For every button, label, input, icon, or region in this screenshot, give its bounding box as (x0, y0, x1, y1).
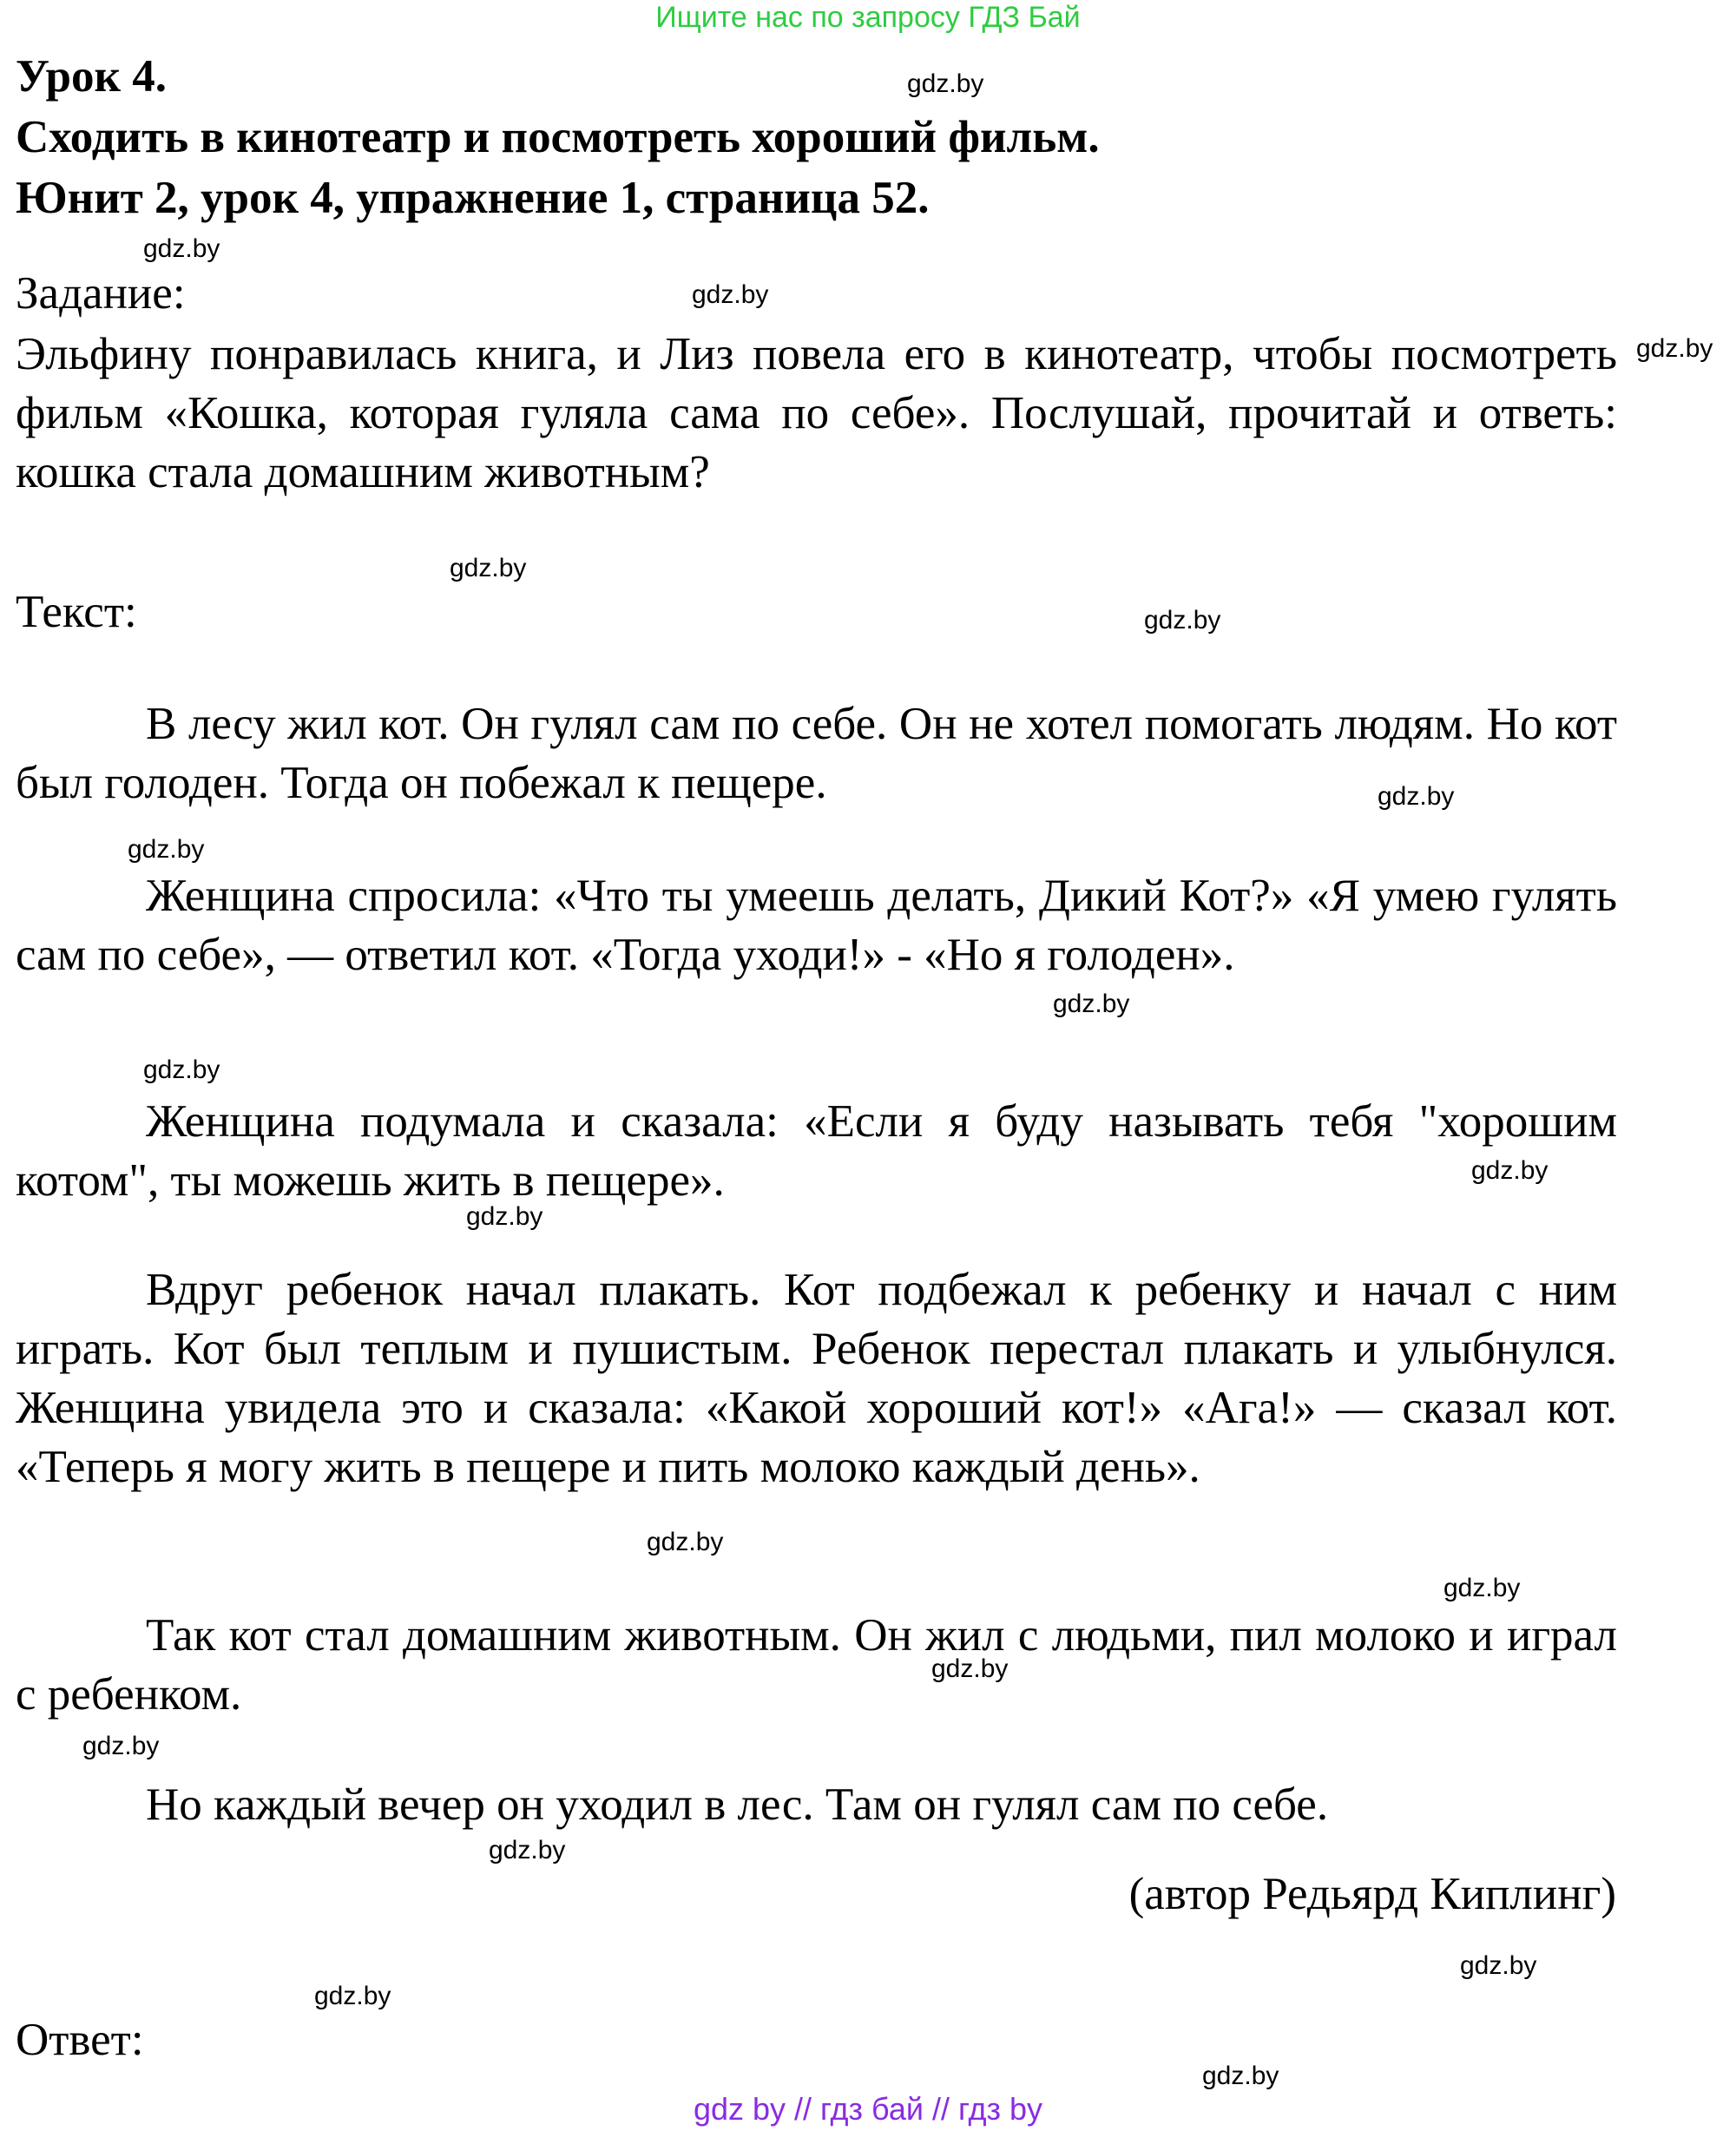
story-paragraph-2: Женщина спросила: «Что ты умеешь делать, Дикий Кот?» «Я умею гулять сам по себе», — ответил кот. «Тогда уходи!» - «Но я голоден». (16, 871, 1617, 980)
watermark: gdz.by (1460, 1951, 1537, 1980)
task-label: Задание: (16, 268, 186, 319)
site-footer: gdz by // гдз бай // гдз by (693, 2091, 1043, 2127)
watermark: gdz.by (143, 1056, 220, 1084)
watermark: gdz.by (489, 1836, 566, 1865)
watermark: gdz.by (450, 554, 527, 582)
story-paragraph-5: Так кот стал домашним животным. Он жил с людьми, пил молоко и играл с ребенком. (16, 1610, 1617, 1720)
watermark: gdz.by (314, 1982, 391, 2010)
watermark: gdz.by (1144, 606, 1221, 635)
story-paragraph-3: Женщина подумала и сказала: «Если я буду называть тебя "хорошим котом", ты можешь жить в пещере». (16, 1096, 1617, 1206)
watermark: gdz.by (1202, 2062, 1279, 2090)
story-paragraph-1: В лесу жил кот. Он гулял сам по себе. Он не хотел помогать людям. Но кот был голоден. Тогда он побежал к пещере. (16, 699, 1617, 808)
exercise-heading: Юнит 2, урок 4, упражнение 1, страница 52. (16, 173, 930, 223)
watermark: gdz.by (907, 69, 984, 98)
author-attribution: (автор Редьярд Киплинг) (1128, 1869, 1616, 1919)
watermark: gdz.by (1053, 990, 1130, 1018)
watermark: gdz.by (647, 1528, 724, 1556)
watermark: gdz.by (82, 1732, 160, 1760)
lesson-topic: Сходить в кинотеатр и посмотреть хороший фильм. (16, 112, 1100, 162)
watermark: gdz.by (1471, 1156, 1549, 1185)
story-paragraph-6: Но каждый вечер он уходил в лес. Там он гулял сам по себе. (146, 1779, 1329, 1830)
site-banner: Ищите нас по запросу ГДЗ Бай (655, 1, 1081, 34)
watermark: gdz.by (466, 1202, 543, 1231)
watermark: gdz.by (143, 234, 220, 263)
text-label: Текст: (16, 587, 137, 637)
watermark: gdz.by (931, 1654, 1009, 1683)
watermark: gdz.by (692, 280, 769, 309)
lesson-title: Урок 4. (16, 51, 168, 102)
watermark: gdz.by (1443, 1574, 1521, 1602)
watermark: gdz.by (1378, 782, 1455, 811)
watermark: gdz.by (1636, 334, 1713, 363)
task-text: Эльфину понравилась книга, и Лиз повела его в кинотеатр, чтобы посмотреть фильм «Кошка, которая гуляла сама по себе». Послушай, прочитай и ответь: кошка стала домашним животным? (16, 329, 1617, 497)
watermark: gdz.by (128, 835, 205, 864)
story-paragraph-4: Вдруг ребенок начал плакать. Кот подбежал к ребенку и начал с ним играть. Кот был теплым и пушистым. Ребенок перестал плакать и улыбнулся. Женщина увидела это и сказала: «Какой хороший кот!» «Ага!» — сказал кот. «Теперь я могу жить в пещере и пить молоко каждый день». (16, 1265, 1617, 1492)
answer-label: Ответ: (16, 2015, 144, 2065)
